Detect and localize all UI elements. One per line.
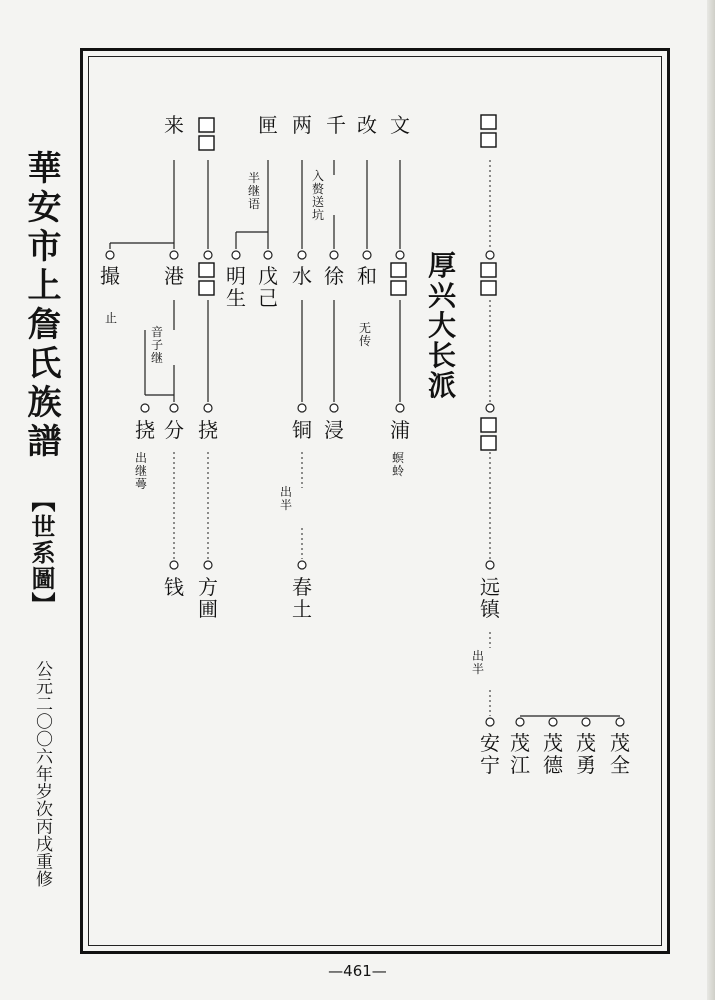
missing-char-box bbox=[481, 436, 496, 450]
note-ended: 止 bbox=[104, 311, 118, 325]
missing-char-box bbox=[199, 281, 214, 295]
note-left-half: 出 bbox=[471, 649, 485, 663]
gen1-name: 千 bbox=[326, 113, 346, 137]
gen5-name: 全 bbox=[610, 753, 630, 777]
tree-node-marker bbox=[298, 251, 306, 259]
note-adopted-son: 子 bbox=[150, 338, 164, 352]
gen2-name: 撮 bbox=[100, 264, 120, 288]
gen4-name: 春 bbox=[292, 575, 312, 599]
note-half-heir: 半 bbox=[247, 171, 261, 185]
tree-node-marker bbox=[298, 561, 306, 569]
tree-node-marker bbox=[170, 561, 178, 569]
note-adopted-in: 送 bbox=[311, 195, 325, 209]
tree-node-marker bbox=[298, 404, 306, 412]
missing-char-box bbox=[481, 281, 496, 295]
missing-char-box bbox=[391, 263, 406, 277]
note-half-heir: 继 bbox=[247, 184, 261, 198]
gen2-name: 戊 bbox=[258, 264, 278, 288]
gen4-name: 钱 bbox=[164, 575, 184, 599]
gen5-name: 茂 bbox=[543, 731, 563, 755]
note-adopted-out: 继 bbox=[134, 464, 148, 478]
tree-node-marker bbox=[106, 251, 114, 259]
tree-node-marker bbox=[486, 251, 494, 259]
note-left-half: 出 bbox=[279, 485, 293, 499]
tree-node-marker bbox=[170, 251, 178, 259]
gen5-name: 德 bbox=[543, 753, 563, 777]
missing-char-box bbox=[481, 115, 496, 129]
gen2-name: 港 bbox=[164, 264, 184, 288]
branch-title: 厚 bbox=[427, 249, 457, 282]
note-adopted-son: 继 bbox=[150, 351, 164, 365]
gen3-name: 浦 bbox=[390, 418, 410, 442]
tree-node-marker bbox=[549, 718, 557, 726]
branch-title: 大 bbox=[427, 309, 457, 342]
tree-node-marker bbox=[516, 718, 524, 726]
gen2-name: 徐 bbox=[324, 264, 344, 288]
tree-node-marker bbox=[582, 718, 590, 726]
gen2-name: 水 bbox=[292, 264, 312, 288]
tree-node-marker bbox=[204, 251, 212, 259]
note-foster-son: 蛉 bbox=[391, 464, 405, 478]
missing-char-box bbox=[481, 418, 496, 432]
branch-title: 长 bbox=[427, 339, 457, 372]
gen3-name: 铜 bbox=[292, 418, 312, 442]
gen5-name: 安 bbox=[480, 731, 500, 755]
note-left-half: 半 bbox=[279, 498, 293, 512]
gen3-name: 挠 bbox=[135, 418, 155, 442]
missing-char-box bbox=[199, 136, 214, 150]
gen4-name: 方 bbox=[198, 575, 218, 599]
tree-node-marker bbox=[486, 561, 494, 569]
gen3-name: 分 bbox=[164, 418, 184, 442]
tree-node-marker bbox=[396, 404, 404, 412]
note-adopted-out: 蕚 bbox=[134, 477, 148, 491]
tree-node-marker bbox=[396, 251, 404, 259]
note-adopted-in: 赘 bbox=[311, 182, 325, 196]
note-adopted-out: 出 bbox=[134, 451, 148, 465]
gen2-name: 明 bbox=[226, 264, 246, 288]
branch-title: 兴 bbox=[427, 279, 457, 312]
gen5-name: 勇 bbox=[576, 753, 596, 777]
tree-node-marker bbox=[616, 718, 624, 726]
gen2-name: 生 bbox=[226, 286, 246, 310]
tree-node-marker bbox=[486, 404, 494, 412]
tree-node-marker bbox=[330, 404, 338, 412]
tree-node-marker bbox=[363, 251, 371, 259]
tree-node-marker bbox=[204, 404, 212, 412]
gen3-name: 挠 bbox=[198, 418, 218, 442]
gen4-name: 远 bbox=[480, 575, 500, 599]
missing-char-box bbox=[199, 118, 214, 132]
gen2-name: 己 bbox=[258, 286, 278, 310]
tree-node-marker bbox=[141, 404, 149, 412]
book-title: 華安市上詹氏族譜 bbox=[21, 150, 61, 462]
missing-char-box bbox=[391, 281, 406, 295]
revision-date: 公元二〇〇六年岁次丙戌重修 bbox=[32, 660, 52, 888]
gen4-name: 圃 bbox=[198, 597, 218, 621]
gen1-name: 匣 bbox=[258, 113, 278, 137]
note-foster-son: 螟 bbox=[391, 451, 405, 465]
gen4-name: 镇 bbox=[480, 597, 500, 621]
note-adopted-in: 坑 bbox=[311, 208, 325, 222]
note-adopted-son: 音 bbox=[150, 325, 164, 339]
gen5-name: 宁 bbox=[480, 753, 500, 777]
missing-char-box bbox=[199, 263, 214, 277]
missing-char-box bbox=[481, 263, 496, 277]
section-title: 【世系圖】 bbox=[27, 488, 56, 618]
tree-node-marker bbox=[486, 718, 494, 726]
gen4-name: 土 bbox=[292, 597, 312, 621]
page-number: —461— bbox=[328, 962, 387, 980]
note-adopted-in: 入 bbox=[311, 169, 325, 183]
gen1-name: 来 bbox=[164, 113, 184, 137]
gen1-name: 两 bbox=[292, 113, 312, 137]
branch-title: 派 bbox=[427, 369, 457, 402]
tree-node-marker bbox=[330, 251, 338, 259]
note-no-heir: 传 bbox=[358, 334, 372, 348]
gen3-name: 浸 bbox=[324, 418, 344, 442]
note-half-heir: 语 bbox=[247, 197, 261, 211]
gen2-name: 和 bbox=[357, 264, 377, 288]
tree-node-marker bbox=[264, 251, 272, 259]
tree-node-marker bbox=[232, 251, 240, 259]
note-left-half: 半 bbox=[471, 662, 485, 676]
tree-node-marker bbox=[170, 404, 178, 412]
tree-node-marker bbox=[204, 561, 212, 569]
gen5-name: 江 bbox=[510, 753, 530, 777]
gen1-name: 文 bbox=[390, 113, 410, 137]
missing-char-box bbox=[481, 133, 496, 147]
note-no-heir: 无 bbox=[358, 321, 372, 335]
gen1-name: 改 bbox=[357, 113, 377, 137]
gen5-name: 茂 bbox=[510, 731, 530, 755]
gen5-name: 茂 bbox=[610, 731, 630, 755]
gen5-name: 茂 bbox=[576, 731, 596, 755]
